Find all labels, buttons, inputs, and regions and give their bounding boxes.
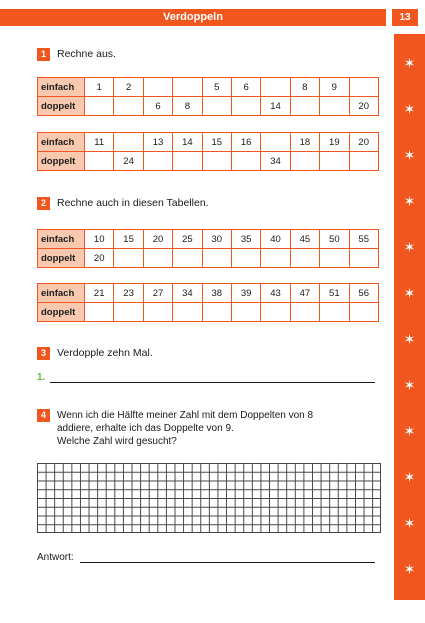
task-4-text bbox=[57, 409, 313, 448]
task-4-line: Welche Zahl wird gesucht? bbox=[57, 436, 177, 447]
empty-cell[interactable] bbox=[320, 249, 349, 268]
value-cell: 11 bbox=[85, 133, 114, 152]
empty-cell[interactable] bbox=[173, 152, 202, 171]
star-icon: ✶ bbox=[403, 515, 416, 531]
value-cell: 6 bbox=[231, 78, 260, 97]
row-label: einfach bbox=[38, 133, 85, 152]
empty-cell[interactable] bbox=[85, 303, 114, 322]
value-cell: 9 bbox=[320, 78, 349, 97]
page-title: Verdoppeln bbox=[0, 9, 386, 26]
empty-cell[interactable] bbox=[320, 97, 349, 116]
empty-cell[interactable] bbox=[202, 303, 231, 322]
star-icon: ✶ bbox=[403, 331, 416, 347]
table-row-doppelt bbox=[38, 303, 379, 322]
empty-cell[interactable] bbox=[231, 97, 260, 116]
star-icon: ✶ bbox=[403, 147, 416, 163]
table-row-doppelt bbox=[38, 249, 379, 268]
task-number: 1 bbox=[37, 48, 50, 61]
star-icon: ✶ bbox=[403, 193, 416, 209]
star-icon: ✶ bbox=[403, 101, 416, 117]
row-label: doppelt bbox=[38, 303, 85, 322]
star-icon: ✶ bbox=[403, 423, 416, 439]
row-label: doppelt bbox=[38, 249, 85, 268]
empty-cell[interactable] bbox=[202, 249, 231, 268]
table-task2-1 bbox=[37, 229, 379, 268]
empty-cell[interactable] bbox=[349, 249, 378, 268]
value-cell: 25 bbox=[173, 230, 202, 249]
empty-cell[interactable] bbox=[349, 303, 378, 322]
value-cell: 5 bbox=[202, 78, 231, 97]
empty-cell[interactable] bbox=[143, 152, 172, 171]
value-cell: 10 bbox=[85, 230, 114, 249]
value-cell: 14 bbox=[173, 133, 202, 152]
star-icon: ✶ bbox=[403, 561, 416, 577]
value-cell: 34 bbox=[173, 284, 202, 303]
value-cell: 8 bbox=[173, 97, 202, 116]
empty-cell[interactable] bbox=[349, 78, 378, 97]
star-icon: ✶ bbox=[403, 377, 416, 393]
empty-cell[interactable] bbox=[290, 249, 319, 268]
empty-cell[interactable] bbox=[261, 303, 290, 322]
value-cell: 50 bbox=[320, 230, 349, 249]
value-cell: 23 bbox=[114, 284, 143, 303]
value-cell: 51 bbox=[320, 284, 349, 303]
value-cell: 20 bbox=[143, 230, 172, 249]
task-1-heading bbox=[37, 48, 116, 61]
row-label: einfach bbox=[38, 284, 85, 303]
task-3-heading bbox=[37, 347, 153, 360]
table-task1-1 bbox=[37, 77, 379, 116]
task-instruction: Rechne auch in diesen Tabellen. bbox=[57, 197, 209, 209]
value-cell: 38 bbox=[202, 284, 231, 303]
value-cell: 56 bbox=[349, 284, 378, 303]
empty-cell[interactable] bbox=[85, 152, 114, 171]
empty-cell[interactable] bbox=[85, 97, 114, 116]
empty-cell[interactable] bbox=[231, 303, 260, 322]
task-number: 2 bbox=[37, 197, 50, 210]
value-cell: 27 bbox=[143, 284, 172, 303]
empty-cell[interactable] bbox=[290, 303, 319, 322]
star-icon: ✶ bbox=[403, 469, 416, 485]
empty-cell[interactable] bbox=[114, 133, 143, 152]
grid-area[interactable] bbox=[37, 463, 381, 533]
answer-label: Antwort: bbox=[37, 552, 74, 563]
row-label: einfach bbox=[38, 230, 85, 249]
value-cell: 21 bbox=[85, 284, 114, 303]
value-cell: 1 bbox=[85, 78, 114, 97]
star-icon: ✶ bbox=[403, 239, 416, 255]
value-cell: 15 bbox=[202, 133, 231, 152]
value-cell: 20 bbox=[349, 97, 378, 116]
value-cell: 16 bbox=[231, 133, 260, 152]
empty-cell[interactable] bbox=[202, 152, 231, 171]
value-cell: 20 bbox=[85, 249, 114, 268]
value-cell: 14 bbox=[261, 97, 290, 116]
table-row-einfach bbox=[38, 78, 379, 97]
value-cell: 35 bbox=[231, 230, 260, 249]
value-cell: 15 bbox=[114, 230, 143, 249]
value-cell: 40 bbox=[261, 230, 290, 249]
empty-cell[interactable] bbox=[261, 133, 290, 152]
value-cell: 2 bbox=[114, 78, 143, 97]
answer-line[interactable] bbox=[50, 382, 375, 383]
task-4-heading bbox=[37, 409, 50, 422]
value-cell: 43 bbox=[261, 284, 290, 303]
value-cell: 18 bbox=[290, 133, 319, 152]
empty-cell[interactable] bbox=[231, 152, 260, 171]
empty-cell[interactable] bbox=[290, 97, 319, 116]
table-row-einfach bbox=[38, 230, 379, 249]
value-cell: 30 bbox=[202, 230, 231, 249]
table-task1-2 bbox=[37, 132, 379, 171]
star-icon: ✶ bbox=[403, 285, 416, 301]
value-cell: 8 bbox=[290, 78, 319, 97]
row-label: doppelt bbox=[38, 97, 85, 116]
table-row-einfach bbox=[38, 284, 379, 303]
value-cell: 13 bbox=[143, 133, 172, 152]
empty-cell[interactable] bbox=[173, 78, 202, 97]
value-cell: 19 bbox=[320, 133, 349, 152]
task-4-line: Wenn ich die Hälfte meiner Zahl mit dem Doppelten von 8 bbox=[57, 410, 314, 421]
empty-cell[interactable] bbox=[290, 152, 319, 171]
table-row-doppelt bbox=[38, 152, 379, 171]
empty-cell[interactable] bbox=[202, 97, 231, 116]
value-cell: 20 bbox=[349, 133, 378, 152]
task-instruction: Rechne aus. bbox=[57, 48, 116, 60]
value-cell: 55 bbox=[349, 230, 378, 249]
empty-cell[interactable] bbox=[114, 97, 143, 116]
answer-line-number: 1. bbox=[37, 372, 46, 383]
table-row-doppelt bbox=[38, 97, 379, 116]
page-number: 13 bbox=[392, 9, 418, 26]
star-icon: ✶ bbox=[403, 607, 416, 623]
value-cell: 34 bbox=[261, 152, 290, 171]
answer-line[interactable] bbox=[80, 562, 375, 563]
value-cell: 6 bbox=[143, 97, 172, 116]
task-instruction: Verdopple zehn Mal. bbox=[57, 347, 153, 359]
empty-cell[interactable] bbox=[143, 303, 172, 322]
empty-cell[interactable] bbox=[143, 249, 172, 268]
empty-cell[interactable] bbox=[261, 249, 290, 268]
task-number: 3 bbox=[37, 347, 50, 360]
task-4-line: addiere, erhalte ich das Doppelte von 9. bbox=[57, 423, 234, 434]
empty-cell[interactable] bbox=[320, 152, 349, 171]
row-label: doppelt bbox=[38, 152, 85, 171]
empty-cell[interactable] bbox=[231, 249, 260, 268]
value-cell: 39 bbox=[231, 284, 260, 303]
table-row-einfach bbox=[38, 133, 379, 152]
value-cell: 45 bbox=[290, 230, 319, 249]
empty-cell[interactable] bbox=[261, 78, 290, 97]
value-cell: 24 bbox=[114, 152, 143, 171]
empty-cell[interactable] bbox=[114, 303, 143, 322]
row-label: einfach bbox=[38, 78, 85, 97]
value-cell: 47 bbox=[290, 284, 319, 303]
star-icon: ✶ bbox=[403, 55, 416, 71]
task-number: 4 bbox=[37, 409, 50, 422]
table-task2-2 bbox=[37, 283, 379, 322]
empty-cell[interactable] bbox=[143, 78, 172, 97]
empty-cell[interactable] bbox=[173, 303, 202, 322]
empty-cell[interactable] bbox=[114, 249, 143, 268]
task-2-heading bbox=[37, 197, 209, 210]
empty-cell[interactable] bbox=[349, 152, 378, 171]
empty-cell[interactable] bbox=[320, 303, 349, 322]
side-strip bbox=[394, 34, 425, 623]
empty-cell[interactable] bbox=[173, 249, 202, 268]
